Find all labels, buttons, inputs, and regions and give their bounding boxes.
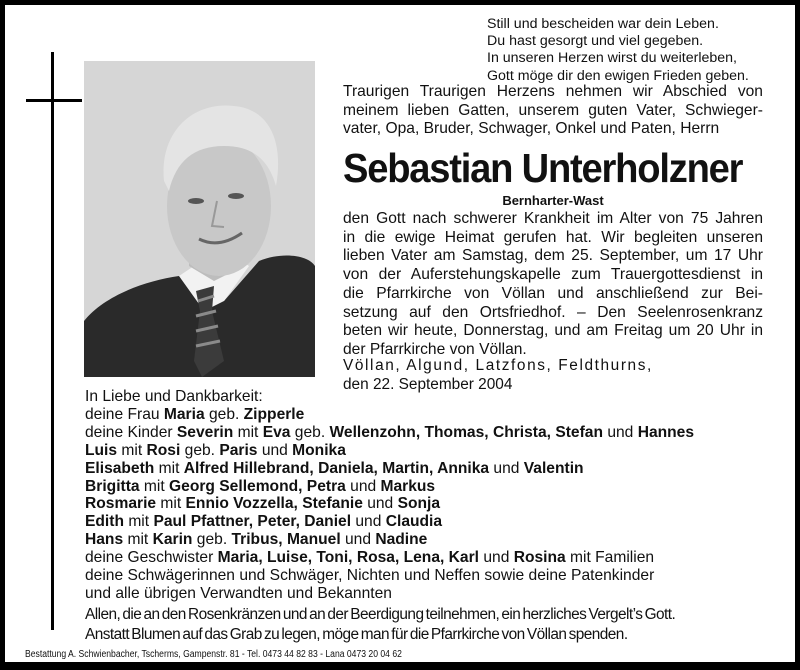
family-member-name: Alfred Hillebrand, Daniela, Martin, Annika	[183, 459, 490, 477]
family-relation-text: und alle übrigen Verwandten und Bekannten	[85, 584, 392, 602]
closing-line: Allen, die an den Rosenkränzen und an der Beerdigung teilnehmen, ein herzliches Vergelt’s Gott.	[85, 606, 676, 623]
family-member-name: Paris	[219, 441, 258, 459]
family-member-name: Severin	[176, 423, 234, 441]
family-member-name: Wellenzohn, Thomas, Christa, Stefan	[329, 423, 603, 441]
family-relation-text: und	[489, 459, 524, 477]
family-member-name: Tribus, Manuel	[231, 531, 341, 549]
announcement-line: beten wir heute, Donnerstag, und am Freitag um 20 Uhr in	[343, 322, 763, 340]
announcement-line: den Gott nach schwerer Krankheit im Alter von 75 Jahren	[343, 210, 763, 227]
intro-line: meinem lieben Gatten, unserem guten Vater, Schwieger-	[343, 101, 763, 119]
announcement-line: von der Auferstehungskapelle zum Trauergottesdienst in	[343, 266, 763, 284]
intro-line: vater, Opa, Bruder, Schwager, Onkel und Paten, Herrn	[343, 120, 720, 138]
family-member-name: Rosmarie	[85, 495, 157, 513]
family-relation-text: mit	[139, 477, 170, 495]
family-relation-text: und	[257, 441, 293, 459]
family-lines	[85, 406, 785, 603]
family-member-name: Luis	[85, 441, 118, 459]
family-member-name: Hans	[85, 531, 124, 549]
family-member-name: Maria	[163, 405, 205, 423]
intro-line: Traurigen Traurigen Herzens nehmen wir Abschied von	[343, 83, 763, 100]
portrait-image	[84, 61, 315, 377]
family-member-name: Maria, Luise, Toni, Rosa, Lena, Karl	[217, 549, 480, 567]
deceased-nickname: Bernharter-Wast	[502, 193, 604, 208]
announcement-line: der Pfarrkirche von Völlan.	[343, 340, 527, 358]
family-relation-text: und	[362, 495, 398, 513]
family-relation-text: mit	[123, 513, 154, 531]
announcement-line: in die ewige Heimat gerufen hat. Wir begleiten unseren	[343, 228, 763, 246]
family-relation-text: und	[479, 549, 514, 567]
family-member-name: Markus	[380, 477, 436, 495]
funeral-home-footer: Bestattung A. Schwienbacher, Tscherms, Gampenstr. 81 - Tel. 0473 44 82 83 - Lana 0473 20 04 62	[25, 649, 402, 660]
family-member-line	[85, 424, 785, 442]
family-member-name: Georg Sellemond, Petra	[169, 477, 346, 495]
closing-line: Anstatt Blumen auf das Grab zu legen, möge man für die Pfarrkirche von Völlan spenden.	[85, 626, 628, 643]
family-member-line	[85, 513, 785, 531]
family-member-name: Nadine	[375, 531, 428, 549]
family-member-name: Rosina	[513, 549, 566, 567]
family-member-name: Valentin	[523, 459, 584, 477]
family-list	[85, 388, 785, 603]
family-member-line	[85, 585, 785, 603]
family-relation-text: deine Kinder	[85, 423, 177, 441]
family-member-name: Rosi	[146, 441, 181, 459]
family-member-line	[85, 442, 785, 460]
family-relation-text: mit	[156, 495, 186, 513]
family-member-name: Eva	[262, 423, 291, 441]
announcement-line: setzung auf den Ortsfriedhof. – Den Seelenrosenkranz	[343, 303, 763, 321]
cross-icon-horizontal	[26, 99, 82, 102]
family-relation-text: geb.	[204, 405, 244, 423]
family-relation-text: mit	[154, 459, 184, 477]
family-relation-text: und	[345, 477, 381, 495]
family-relation-text: mit	[117, 441, 147, 459]
closing-text	[85, 605, 785, 645]
places: Völlan, Algund, Latzfons, Feldthurns,	[343, 357, 653, 374]
family-member-name: Claudia	[385, 513, 443, 531]
family-relation-text: deine Frau	[85, 405, 164, 423]
memorial-poem	[487, 16, 797, 85]
family-member-line	[85, 478, 785, 496]
poem-line: Still und bescheiden war dein Leben.	[487, 16, 719, 32]
family-member-name: Brigitta	[85, 477, 140, 495]
family-member-name: Hannes	[637, 423, 695, 441]
family-member-name: Sonja	[397, 495, 441, 513]
portrait-photo	[84, 61, 315, 377]
family-member-name: Paul Pfattner, Peter, Daniel	[153, 513, 352, 531]
family-member-name: Ennio Vozzella, Stefanie	[185, 495, 363, 513]
obituary-notice	[5, 5, 795, 662]
family-member-line	[85, 567, 785, 585]
family-relation-text: geb.	[290, 423, 330, 441]
intro-text	[343, 83, 763, 139]
family-relation-text: geb.	[192, 531, 232, 549]
announcement-line: die Pfarrkirche von Völlan und anschließend zur Bei-	[343, 284, 763, 302]
family-relation-text: und	[351, 513, 386, 531]
family-member-line	[85, 406, 785, 424]
family-member-name: Zipperle	[243, 405, 305, 423]
family-member-name: Karin	[152, 531, 193, 549]
announcement-text	[343, 210, 763, 360]
family-relation-text: deine Geschwister	[85, 549, 218, 567]
cross-icon-vertical	[51, 52, 54, 630]
poem-line: Du hast gesorgt und viel gegeben.	[487, 33, 704, 50]
family-relation-text: mit	[233, 423, 263, 441]
family-relation-text: geb.	[180, 441, 220, 459]
family-member-line	[85, 495, 785, 513]
family-relation-text: und	[603, 423, 638, 441]
family-member-name: Edith	[85, 513, 124, 531]
family-relation-text: mit	[123, 531, 153, 549]
family-member-line	[85, 460, 785, 478]
family-member-name: Elisabeth	[85, 459, 155, 477]
family-member-name: Monika	[292, 441, 346, 459]
poem-line: In unseren Herzen wirst du weiterleben,	[487, 50, 737, 67]
date: den 22. September 2004	[343, 375, 513, 393]
family-relation-text: deine Schwägerinnen und Schwäger, Nichten und Neffen sowie deine Patenkinder	[85, 567, 655, 585]
family-member-line	[85, 531, 785, 549]
family-heading: In Liebe und Dankbarkeit:	[85, 388, 263, 405]
announcement-line: lieben Vater am Samstag, dem 25. September, um 17 Uhr	[343, 247, 763, 265]
poem-line: Gott möge dir den ewigen Frieden geben.	[487, 67, 749, 84]
deceased-name: Sebastian Unterholzner	[343, 145, 743, 191]
family-member-line	[85, 549, 785, 567]
family-relation-text: mit Familien	[565, 549, 655, 567]
family-relation-text: und	[340, 531, 376, 549]
